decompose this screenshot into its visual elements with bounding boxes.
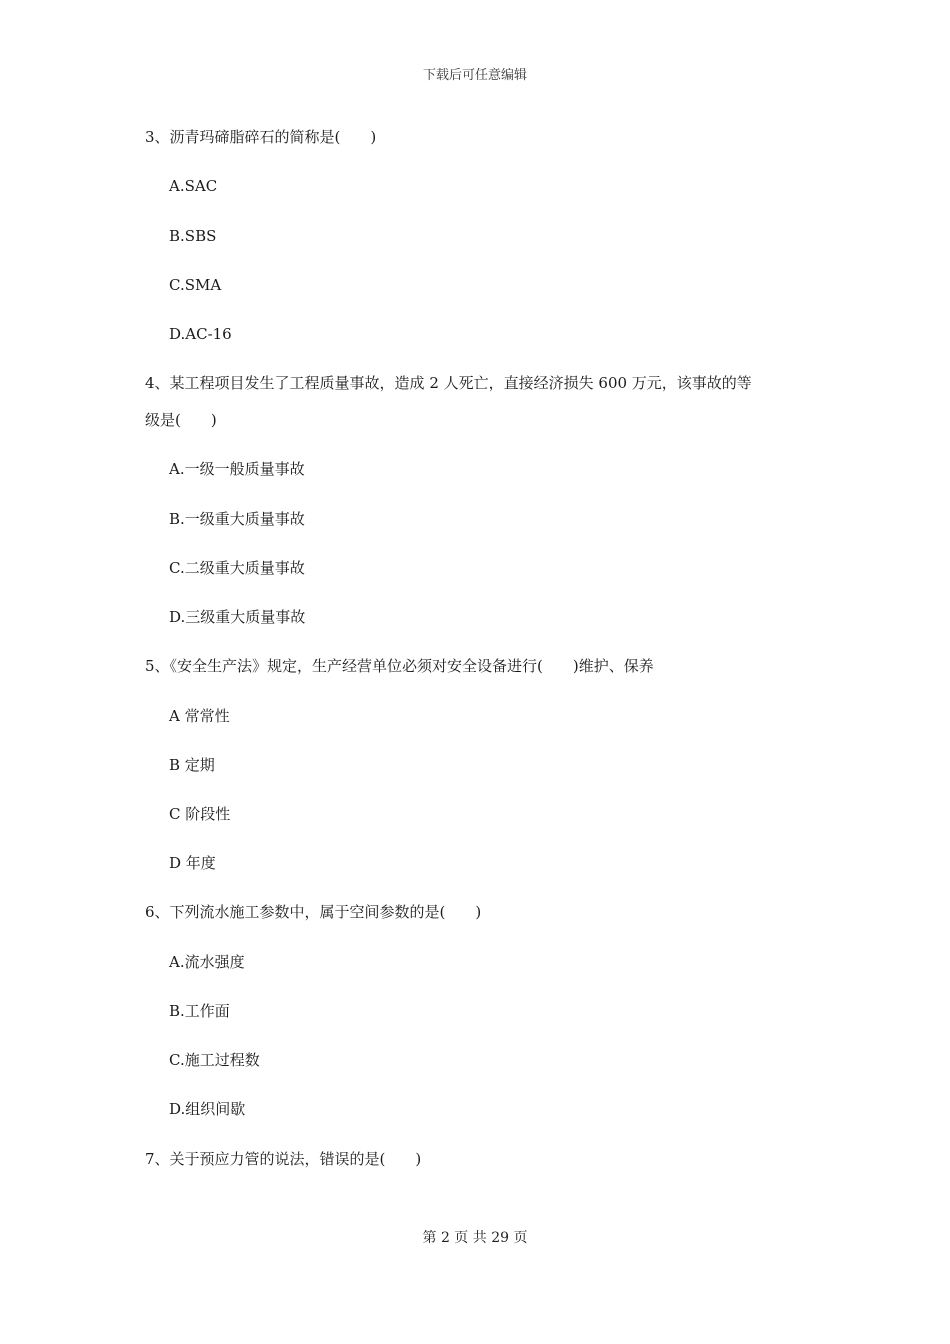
question-3-stem: 3、沥青玛碲脂碎石的简称是( ) <box>145 128 377 146</box>
page-footer: 第 2 页 共 29 页 <box>422 1230 528 1246</box>
question-4-stem-continued: 级是( ) <box>145 411 217 429</box>
question-5-option-a: A 常常性 <box>169 707 230 725</box>
question-5-option-c: C 阶段性 <box>169 805 231 823</box>
question-5-option-d: D 年度 <box>169 854 216 872</box>
question-3-option-b: B.SBS <box>169 227 217 245</box>
question-7-stem: 7、关于预应力管的说法，错误的是( ) <box>145 1150 422 1168</box>
question-3-option-d: D.AC-16 <box>169 325 232 343</box>
question-6-stem: 6、下列流水施工参数中，属于空间参数的是( ) <box>145 903 482 921</box>
question-5-option-b: B 定期 <box>169 756 215 774</box>
question-4-stem: 4、某工程项目发生了工程质量事故，造成 2 人死亡，直接经济损失 600 万元，该事故的等 <box>145 374 752 392</box>
question-4-option-c: C.二级重大质量事故 <box>169 559 305 577</box>
question-3-option-a: A.SAC <box>169 177 218 195</box>
question-4-option-d: D.三级重大质量事故 <box>169 608 306 626</box>
question-4-option-b: B.一级重大质量事故 <box>169 510 305 528</box>
question-4-option-a: A.一级一般质量事故 <box>169 460 305 478</box>
question-5-stem: 5、《安全生产法》规定，生产经营单位必须对安全设备进行( )维护、保养 <box>145 657 654 675</box>
question-3-option-c: C.SMA <box>169 276 222 294</box>
question-6-option-c: C.施工过程数 <box>169 1051 260 1069</box>
question-6-option-a: A.流水强度 <box>169 953 245 971</box>
question-6-option-d: D.组织间歇 <box>169 1100 246 1118</box>
question-6-option-b: B.工作面 <box>169 1002 230 1020</box>
page-header: 下载后可任意编辑 <box>422 68 527 83</box>
